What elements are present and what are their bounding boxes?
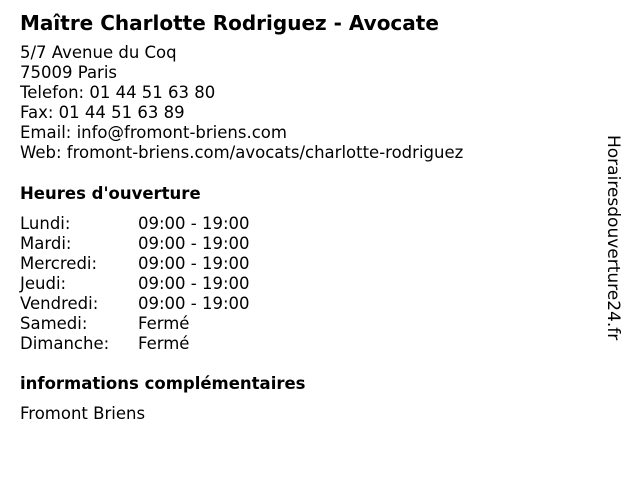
day-label: Vendredi: xyxy=(20,294,99,313)
website-url: Web: fromont-briens.com/avocats/charlotte-rodriguez xyxy=(20,143,464,162)
day-hours: 09:00 - 19:00 xyxy=(138,254,250,273)
site-watermark: Horairesdouverture24.fr xyxy=(603,135,623,341)
additional-info-heading: informations complémentaires xyxy=(20,374,306,393)
day-label: Mardi: xyxy=(20,234,72,253)
business-title: Maître Charlotte Rodriguez - Avocate xyxy=(20,11,439,35)
day-hours: 09:00 - 19:00 xyxy=(138,234,250,253)
address-street: 5/7 Avenue du Coq xyxy=(20,43,177,62)
day-label: Mercredi: xyxy=(20,254,98,273)
day-hours: Fermé xyxy=(138,314,190,333)
day-hours: Fermé xyxy=(138,334,190,353)
day-hours: 09:00 - 19:00 xyxy=(138,274,250,293)
contact-block xyxy=(20,43,463,163)
day-label: Lundi: xyxy=(20,214,71,233)
day-label: Jeudi: xyxy=(20,274,67,293)
email-address: Email: info@fromont-briens.com xyxy=(20,123,287,142)
fax-number: Fax: 01 44 51 63 89 xyxy=(20,103,185,122)
additional-info-text: Fromont Briens xyxy=(20,404,146,423)
day-label: Dimanche: xyxy=(20,334,110,353)
hours-heading: Heures d'ouverture xyxy=(20,184,201,203)
address-city: 75009 Paris xyxy=(20,63,118,82)
day-hours: 09:00 - 19:00 xyxy=(138,214,250,233)
day-label: Samedi: xyxy=(20,314,88,333)
day-hours: 09:00 - 19:00 xyxy=(138,294,250,313)
phone-number: Telefon: 01 44 51 63 80 xyxy=(20,83,216,102)
